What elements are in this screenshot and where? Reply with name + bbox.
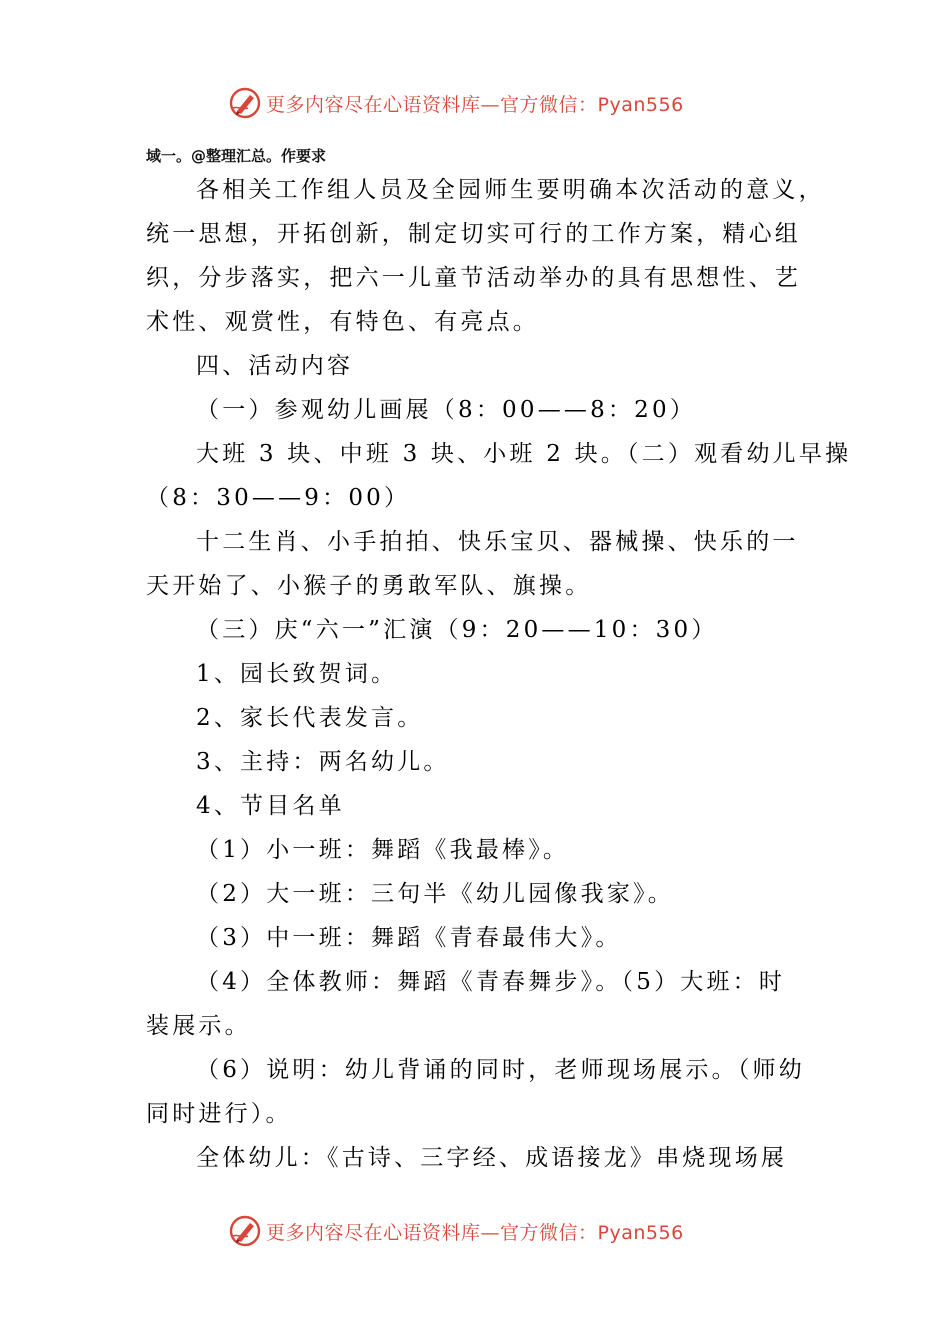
paragraph-line: 各相关工作组人员及全园师生要明确本次活动的意义， xyxy=(196,177,825,203)
list-item: 4、节目名单 xyxy=(196,793,345,819)
subsection-heading: （一）参观幼儿画展（8：00——8：20） xyxy=(196,397,696,423)
program-item: （4）全体教师：舞蹈《青春舞步》。（5）大班：时 xyxy=(196,969,786,995)
watermark-text: 更多内容尽在心语资料库—官方微信：Pyan556 xyxy=(266,1221,684,1244)
program-item: （3）中一班：舞蹈《青春最伟大》。 xyxy=(196,925,622,951)
header-note: 域一。@整理汇总。作要求 xyxy=(146,147,327,165)
program-item: （2）大一班：三句半《幼儿园像我家》。 xyxy=(196,881,674,907)
paragraph-line: 十二生肖、小手拍拍、快乐宝贝、器械操、快乐的一 xyxy=(196,529,799,555)
paragraph-line: 统一思想，开拓创新，制定切实可行的工作方案，精心组 xyxy=(146,221,801,247)
paragraph-line: 同时进行）。 xyxy=(146,1101,292,1127)
paragraph-line: 织，分步落实，把六一儿童节活动举办的具有思想性、艺 xyxy=(146,265,801,291)
subsection-heading: （三）庆“六一”汇演（9：20——10：30） xyxy=(196,617,718,643)
program-item: （6）说明：幼儿背诵的同时，老师现场展示。（师幼 xyxy=(196,1057,805,1083)
watermark-bottom xyxy=(228,1214,788,1248)
pen-logo-icon xyxy=(228,86,262,120)
paragraph-line: （8：30——9：00） xyxy=(146,485,411,511)
watermark-top xyxy=(228,86,788,120)
paragraph-line: 术性、观赏性，有特色、有亮点。 xyxy=(146,309,539,335)
paragraph-line: 全体幼儿：《古诗、三字经、成语接龙》串烧现场展 xyxy=(196,1145,788,1171)
pen-logo-icon xyxy=(228,1214,262,1248)
list-item: 2、家长代表发言。 xyxy=(196,705,424,731)
program-item: （1）小一班：舞蹈《我最棒》。 xyxy=(196,837,570,863)
paragraph-line: 大班 3 块、中班 3 块、小班 2 块。（二）观看幼儿早操 xyxy=(196,441,852,467)
list-item: 1、园长致贺词。 xyxy=(196,661,398,687)
section-heading: 四、活动内容 xyxy=(196,353,354,379)
paragraph-line: 天开始了、小猴子的勇敢军队、旗操。 xyxy=(146,573,592,599)
list-item: 3、主持：两名幼儿。 xyxy=(196,749,450,775)
paragraph-line: 装展示。 xyxy=(146,1013,251,1039)
watermark-text: 更多内容尽在心语资料库—官方微信：Pyan556 xyxy=(266,93,684,116)
